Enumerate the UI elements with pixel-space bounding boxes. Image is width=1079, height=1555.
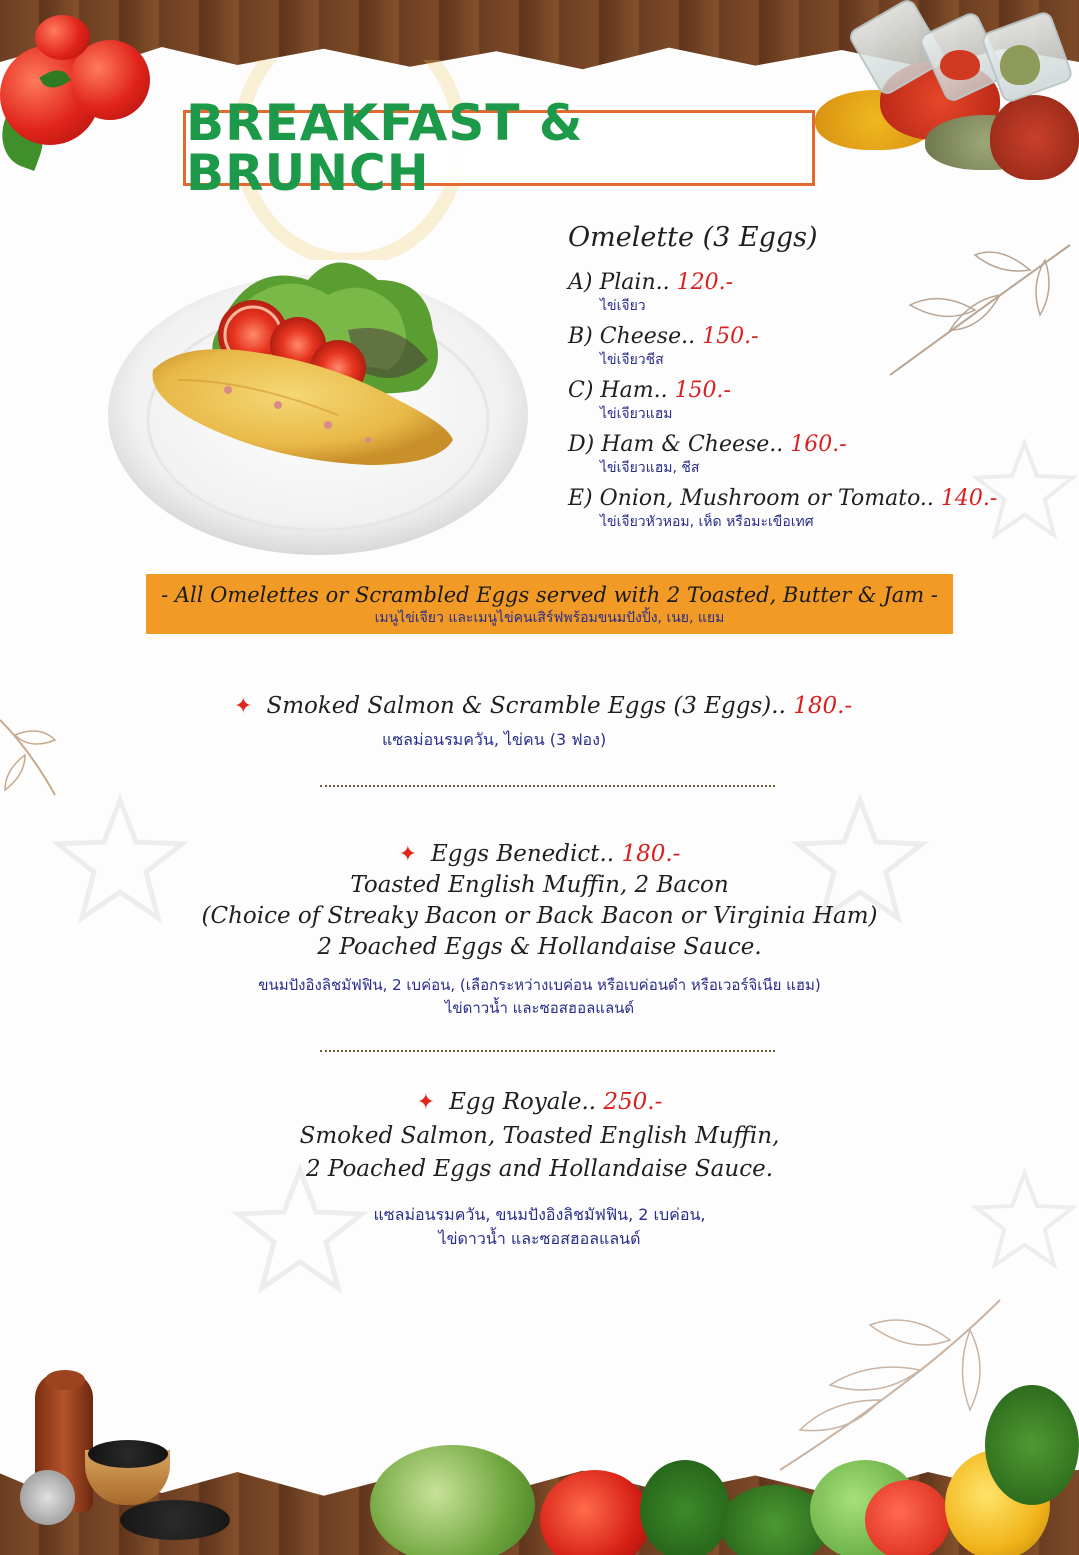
omelette-item-ham-cheese [568, 431, 847, 477]
egg-royale-desc-line: 2 Poached Eggs and Hollandaise Sauce. [305, 1156, 774, 1182]
egg-royale-thai-line: ไข่ดาวน้ำ และซอสฮอลแลนด์ [438, 1229, 641, 1248]
item-label: Smoked Salmon & Scramble Eggs (3 Eggs).. [266, 693, 786, 719]
eggs-benedict-desc-line: (Choice of Streaky Bacon or Back Bacon or Virginia Ham) [201, 903, 878, 929]
item-price: 250.- [603, 1089, 663, 1115]
item-price: 180.- [621, 841, 681, 867]
item-price: 140.- [940, 486, 998, 511]
egg-royale-thai-line: แซลม่อนรมควัน, ขนมปังอิงลิชมัฟฟิน, 2 เบค่อน, [373, 1205, 706, 1224]
item-label: Eggs Benedict.. [431, 841, 615, 867]
item-price: 150.- [674, 378, 731, 403]
omelette-item-cheese [568, 323, 759, 369]
title-box [183, 94, 815, 202]
leaf-branch-icon [0, 700, 60, 800]
egg-royale-desc-line: Smoked Salmon, Toasted English Muffin, [299, 1123, 780, 1149]
served-with-banner [146, 574, 953, 634]
star-icon: ✦ [234, 694, 253, 719]
item-thai: ไข่เจียวชีส [600, 352, 664, 368]
smoked-salmon-item [234, 690, 852, 723]
omelette-item-ham [568, 377, 731, 423]
banner-thai: เมนูไข่เจียว และเมนูไข่คนเสิร์ฟพร้อมขนมปังปิ้ง, เนย, แยม [374, 610, 725, 626]
dotted-divider [320, 785, 775, 787]
eggs-benedict-thai-line: ขนมปังอิงลิชมัฟฟิน, 2 เบค่อน, (เลือกระหว่างเบค่อน หรือเบค่อนดำ หรือเวอร์จิเนีย แฮม) [258, 976, 821, 994]
leaf-branch-icon [880, 235, 1075, 385]
omelette-item-plain [568, 269, 733, 315]
item-label: E) Onion, Mushroom or Tomato.. [568, 486, 934, 511]
item-price: 160.- [790, 432, 847, 457]
page-title: BREAKFAST & BRUNCH [186, 94, 584, 202]
item-price: 180.- [793, 693, 853, 719]
star-icon: ✦ [416, 1090, 436, 1115]
eggs-benedict-desc-line: 2 Poached Eggs & Hollandaise Sauce. [317, 934, 762, 960]
item-thai: ไข่เจียวแฮม [600, 406, 673, 422]
item-label: Egg Royale.. [449, 1089, 597, 1115]
item-label: B) Cheese.. [568, 324, 696, 349]
item-price: 120.- [676, 270, 734, 295]
banner-english: - All Omelettes or Scrambled Eggs served with 2 Toasted, Butter & Jam - [161, 583, 938, 607]
smoked-salmon-thai: แซลม่อนรมควัน, ไข่คน (3 ฟอง) [382, 730, 607, 749]
item-thai: ไข่เจียว [600, 298, 646, 314]
dotted-divider [320, 1050, 775, 1052]
star-icon: ✦ [398, 842, 417, 867]
eggs-benedict-thai-line: ไข่ดาวน้ำ และซอสฮอลแลนด์ [444, 999, 635, 1017]
item-label: C) Ham.. [568, 378, 668, 403]
eggs-benedict-desc-line: Toasted English Muffin, 2 Bacon [350, 872, 729, 898]
omelette-section-title: Omelette (3 Eggs) [568, 222, 818, 253]
egg-royale-item [0, 1086, 1079, 1119]
item-thai: ไข่เจียวแฮม, ชีส [600, 460, 700, 476]
item-label: D) Ham & Cheese.. [568, 432, 784, 457]
leaf-branch-icon [720, 1290, 1020, 1480]
item-thai: ไข่เจียวหัวหอม, เห็ด หรือมะเขือเทศ [600, 514, 814, 530]
item-price: 150.- [702, 324, 759, 349]
item-label: A) Plain.. [568, 270, 670, 295]
eggs-benedict-item [0, 838, 1079, 871]
omelette-item-onion-mushroom-tomato [568, 485, 997, 531]
omelette-plate-image [98, 240, 530, 560]
